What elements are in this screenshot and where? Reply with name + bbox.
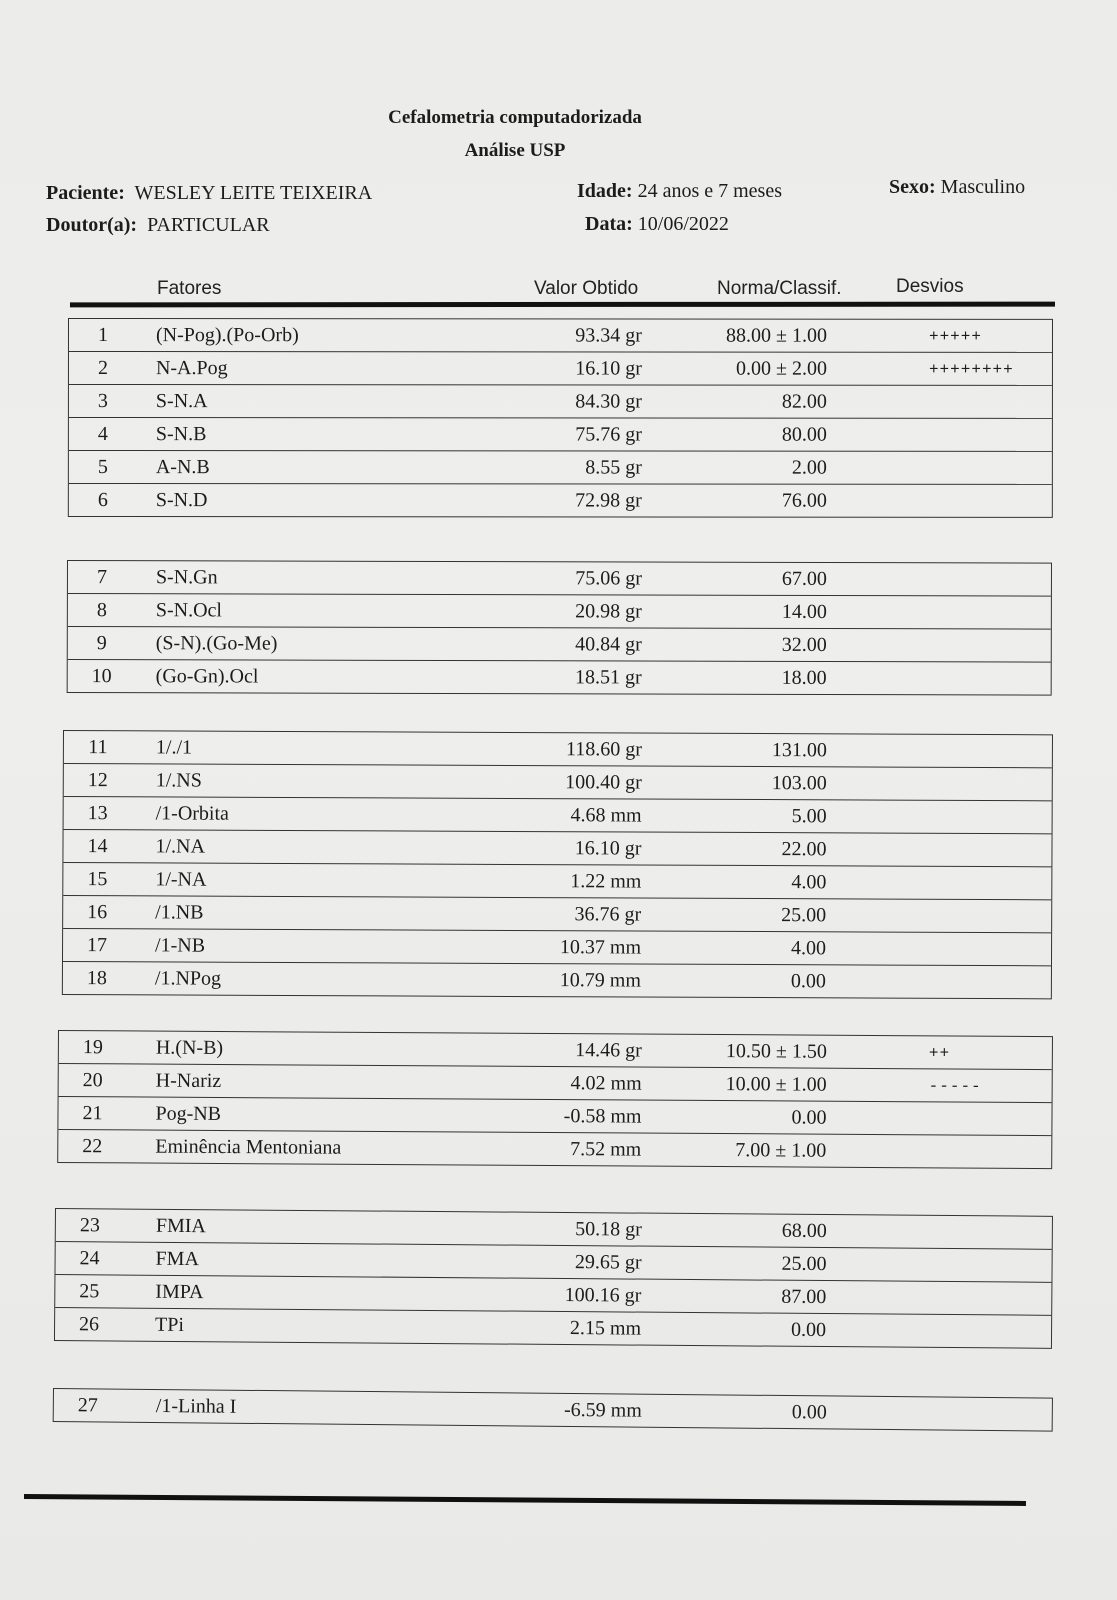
row-number: 4 — [97, 423, 108, 446]
factor-name: /1-NB — [155, 934, 206, 957]
patient-age: 24 anos e 7 meses — [637, 180, 782, 202]
factor-table-group — [53, 1388, 1053, 1432]
table-row — [69, 352, 1052, 386]
factor-name: S-N.Ocl — [155, 599, 223, 622]
factor-name: A-N.B — [155, 456, 210, 479]
factor-name: S-N.A — [155, 390, 208, 413]
norm-value: 4.00 — [791, 871, 827, 894]
table-row — [69, 418, 1052, 452]
table-row — [55, 1308, 1051, 1349]
norm-value: 0.00 — [791, 1106, 827, 1129]
row-number: 21 — [82, 1102, 103, 1125]
row-number: 16 — [87, 901, 108, 924]
table-row — [68, 627, 1051, 663]
factor-name: 1/-NA — [155, 868, 207, 891]
factor-table-group — [57, 1030, 1053, 1169]
row-number: 9 — [96, 632, 107, 655]
norm-value: 67.00 — [781, 567, 827, 590]
factor-name: S-N.Gn — [155, 566, 218, 589]
obtained-value: -6.59 mm — [563, 1398, 642, 1422]
factor-name: (S-N).(Go-Me) — [155, 632, 278, 655]
norm-value: 14.00 — [781, 600, 827, 623]
date-field — [585, 213, 729, 236]
row-number: 1 — [97, 324, 108, 347]
obtained-value: 75.06 gr — [575, 567, 642, 590]
table-row — [63, 863, 1051, 900]
row-number: 25 — [79, 1280, 100, 1303]
report-date: 10/06/2022 — [637, 213, 729, 235]
row-number: 10 — [91, 665, 112, 688]
norm-value: 0.00 — [791, 1401, 827, 1424]
norm-value: 32.00 — [781, 633, 827, 656]
norm-value: 25.00 — [781, 904, 827, 927]
obtained-value: 14.46 gr — [575, 1039, 642, 1062]
obtained-value: 10.79 mm — [559, 969, 641, 992]
patient-label: Paciente: — [46, 182, 125, 204]
obtained-value: 10.37 mm — [559, 936, 642, 959]
norm-value: 18.00 — [781, 666, 827, 689]
norm-value: 0.00 ± 2.00 — [735, 357, 827, 380]
table-row — [63, 830, 1051, 867]
sex-field — [889, 176, 1025, 199]
column-header-valor: Valor Obtido — [534, 278, 639, 299]
factor-name: (Go-Gn).Ocl — [155, 665, 259, 688]
norm-value: 76.00 — [781, 489, 827, 512]
norm-value: 0.00 — [790, 1318, 827, 1342]
row-number: 20 — [82, 1069, 103, 1092]
obtained-value: 75.76 gr — [575, 423, 642, 446]
patient-sex: Masculino — [940, 176, 1026, 198]
norm-value: 82.00 — [781, 390, 827, 413]
patient-field — [46, 182, 372, 205]
row-number: 8 — [96, 599, 107, 622]
deviation-marks: +++++ — [928, 327, 983, 346]
obtained-value: 40.84 gr — [575, 633, 642, 656]
norm-value: 131.00 — [771, 739, 827, 762]
row-number: 12 — [87, 769, 108, 792]
factor-name: 1/./1 — [155, 736, 193, 759]
row-number: 7 — [96, 566, 107, 589]
factor-name: N-A.Pog — [155, 357, 228, 380]
row-number: 22 — [82, 1135, 103, 1158]
age-field — [577, 180, 782, 203]
row-number: 6 — [97, 489, 108, 512]
table-row — [63, 896, 1051, 933]
norm-value: 10.00 ± 1.00 — [725, 1073, 827, 1096]
factor-name: S-N.D — [155, 489, 208, 512]
obtained-value: 20.98 gr — [575, 600, 642, 623]
norm-value: 87.00 — [781, 1285, 827, 1309]
row-number: 11 — [88, 736, 108, 759]
obtained-value: 4.02 mm — [570, 1072, 642, 1095]
norm-value: 22.00 — [781, 838, 827, 861]
report-subtitle: Análise USP — [464, 140, 566, 161]
sex-label: Sexo: — [889, 176, 936, 198]
table-row — [58, 1130, 1051, 1169]
patient-name: WESLEY LEITE TEIXEIRA — [134, 182, 373, 204]
obtained-value: 8.55 gr — [585, 456, 642, 479]
factor-name: Eminência Mentoniana — [155, 1135, 342, 1159]
factor-name: 1/.NA — [155, 835, 205, 858]
norm-value: 25.00 — [781, 1252, 827, 1276]
age-label: Idade: — [577, 180, 633, 202]
factor-table-group — [62, 730, 1053, 999]
doctor-name: PARTICULAR — [147, 214, 270, 236]
obtained-value: 7.52 mm — [570, 1138, 642, 1161]
row-number: 15 — [87, 868, 108, 891]
footer-divider — [24, 1494, 1026, 1506]
factor-table-group — [68, 318, 1053, 518]
table-row — [69, 484, 1052, 518]
obtained-value: 84.30 gr — [575, 390, 642, 413]
column-header-norma: Norma/Classif. — [717, 278, 842, 299]
factor-table-group — [67, 560, 1052, 696]
norm-value: 2.00 — [791, 456, 827, 479]
row-number: 26 — [79, 1313, 100, 1336]
norm-value: 103.00 — [771, 772, 827, 795]
table-row — [63, 962, 1051, 999]
table-row — [64, 797, 1052, 834]
factor-name: S-N.B — [155, 423, 207, 446]
obtained-value: 118.60 gr — [565, 738, 642, 761]
column-header-desvios: Desvios — [896, 276, 964, 297]
row-number: 2 — [97, 357, 108, 380]
row-number: 19 — [82, 1036, 103, 1059]
table-row — [69, 451, 1052, 485]
obtained-value: 100.40 gr — [565, 771, 642, 794]
column-header-fatores: Fatores — [157, 278, 222, 299]
factor-name: TPi — [154, 1313, 185, 1337]
factor-name: H.(N-B) — [155, 1036, 224, 1060]
row-number: 24 — [79, 1247, 100, 1270]
row-number: 18 — [86, 967, 107, 990]
table-row — [69, 385, 1052, 419]
table-row — [64, 764, 1052, 801]
factor-name: /1-Linha I — [155, 1394, 237, 1418]
norm-value: 5.00 — [791, 805, 827, 828]
table-row — [68, 594, 1051, 630]
obtained-value: -0.58 mm — [563, 1105, 642, 1128]
obtained-value: 1.22 mm — [570, 870, 642, 893]
factor-name: FMIA — [155, 1214, 206, 1238]
factor-name: 1/.NS — [155, 769, 202, 792]
date-label: Data: — [585, 213, 633, 235]
norm-value: 0.00 — [790, 970, 826, 993]
obtained-value: 72.98 gr — [575, 489, 642, 512]
factor-name: IMPA — [155, 1280, 204, 1304]
row-number: 23 — [79, 1214, 100, 1237]
table-row — [68, 660, 1051, 696]
row-number: 17 — [87, 934, 108, 957]
obtained-value: 100.16 gr — [564, 1284, 642, 1307]
factor-name: Pog-NB — [155, 1102, 222, 1125]
factor-name: H-Nariz — [155, 1069, 222, 1092]
factor-table-group — [54, 1208, 1053, 1349]
table-row — [54, 1389, 1052, 1432]
norm-value: 88.00 ± 1.00 — [725, 324, 827, 347]
obtained-value: 18.51 gr — [574, 666, 642, 689]
obtained-value: 50.18 gr — [575, 1218, 642, 1241]
norm-value: 10.50 ± 1.50 — [725, 1040, 827, 1063]
table-row — [68, 561, 1051, 597]
factor-name: /1.NPog — [154, 967, 222, 990]
norm-value: 7.00 ± 1.00 — [735, 1139, 827, 1162]
doctor-field — [46, 214, 270, 237]
obtained-value: 16.10 gr — [574, 837, 642, 860]
norm-value: 4.00 — [791, 937, 827, 960]
obtained-value: 29.65 gr — [574, 1251, 642, 1274]
report-title: Cefalometria computadorizada — [388, 107, 642, 128]
table-row — [63, 929, 1051, 966]
table-row — [64, 731, 1052, 768]
obtained-value: 93.34 gr — [575, 324, 642, 347]
deviation-marks: ++++++++ — [928, 360, 1014, 379]
row-number: 13 — [87, 802, 108, 825]
row-number: 3 — [97, 390, 108, 413]
norm-value: 68.00 — [781, 1219, 827, 1243]
table-row — [69, 319, 1052, 353]
factor-name: FMA — [155, 1247, 200, 1271]
norm-value: 80.00 — [781, 423, 827, 446]
deviation-marks: ++ — [928, 1044, 951, 1063]
obtained-value: 16.10 gr — [575, 357, 642, 380]
row-number: 27 — [77, 1394, 98, 1417]
obtained-value: 4.68 mm — [570, 804, 642, 827]
factor-name: /1.NB — [155, 901, 204, 924]
factor-name: (N-Pog).(Po-Orb) — [155, 324, 299, 347]
deviation-marks: ----- — [928, 1077, 982, 1096]
header-divider — [70, 302, 1055, 308]
row-number: 14 — [87, 835, 108, 858]
doctor-label: Doutor(a): — [46, 214, 138, 236]
factor-name: /1-Orbita — [155, 802, 229, 825]
obtained-value: 36.76 gr — [574, 903, 642, 926]
row-number: 5 — [97, 456, 108, 479]
obtained-value: 2.15 mm — [569, 1317, 642, 1340]
